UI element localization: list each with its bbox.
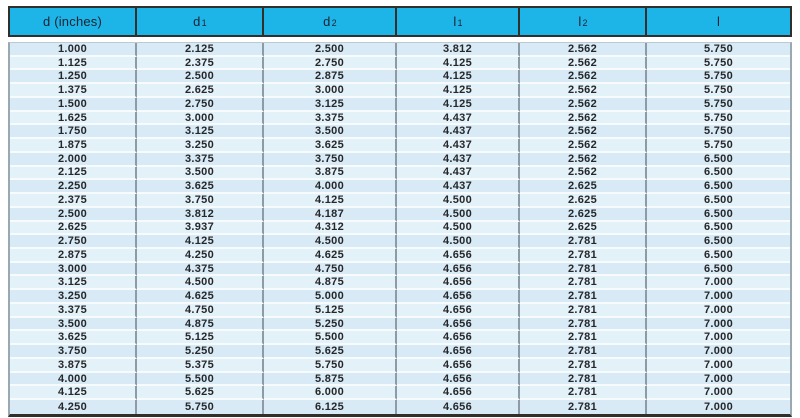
table-cell: 3.500 (137, 167, 264, 181)
table-row (10, 84, 790, 98)
table-cell: 4.656 (397, 400, 520, 414)
table-cell: 2.250 (10, 180, 137, 194)
table-row (10, 125, 790, 139)
table-cell: 2.781 (520, 290, 647, 304)
table-cell: 4.437 (397, 167, 520, 181)
table-cell: 4.750 (137, 304, 264, 318)
table-cell: 4.437 (397, 139, 520, 153)
table-cell: 6.500 (647, 263, 790, 277)
table-row (10, 235, 790, 249)
column-header-label: l (578, 14, 582, 29)
table-cell: 3.000 (137, 112, 264, 126)
table-cell: 5.625 (264, 345, 397, 359)
table-cell: 5.125 (137, 331, 264, 345)
table-cell: 4.656 (397, 276, 520, 290)
table-cell: 5.750 (647, 43, 790, 57)
table-cell: 2.625 (520, 180, 647, 194)
table-cell: 4.500 (397, 194, 520, 208)
table-cell: 4.500 (137, 276, 264, 290)
table-cell: 1.000 (10, 43, 137, 57)
table-cell: 4.656 (397, 304, 520, 318)
table-cell: 2.625 (520, 194, 647, 208)
column-header-label: d (323, 14, 331, 29)
table-cell: 4.875 (264, 276, 397, 290)
table-cell: 3.375 (137, 153, 264, 167)
table-cell: 7.000 (647, 386, 790, 400)
table-cell: 2.562 (520, 167, 647, 181)
table-cell: 1.750 (10, 125, 137, 139)
table-cell: 4.250 (10, 400, 137, 414)
table-cell: 1.125 (10, 57, 137, 71)
table-cell: 4.656 (397, 263, 520, 277)
table-row (10, 139, 790, 153)
table-cell: 7.000 (647, 359, 790, 373)
table-row (10, 345, 790, 359)
table-cell: 3.875 (264, 167, 397, 181)
table-cell: 2.781 (520, 318, 647, 332)
table-cell: 5.875 (264, 373, 397, 387)
table-cell: 6.500 (647, 235, 790, 249)
table-cell: 4.500 (397, 235, 520, 249)
table-cell: 6.500 (647, 180, 790, 194)
table-body (8, 42, 792, 417)
table-cell: 2.562 (520, 153, 647, 167)
table-cell: 3.125 (264, 98, 397, 112)
column-header-l2 (520, 8, 647, 35)
table-cell: 4.656 (397, 331, 520, 345)
table-cell: 5.250 (137, 345, 264, 359)
table-cell: 2.781 (520, 331, 647, 345)
column-header-label: d (inches) (42, 14, 103, 29)
column-header-l (647, 8, 790, 35)
column-header-dinches (10, 8, 137, 35)
table-cell: 3.625 (264, 139, 397, 153)
table-cell: 2.750 (264, 57, 397, 71)
table-row (10, 331, 790, 345)
table-cell: 4.656 (397, 290, 520, 304)
table-cell: 3.750 (10, 345, 137, 359)
table-cell: 6.000 (264, 386, 397, 400)
table-cell: 5.750 (264, 359, 397, 373)
table-row (10, 263, 790, 277)
table-cell: 6.500 (647, 167, 790, 181)
dimension-table (8, 6, 792, 417)
table-row (10, 57, 790, 71)
table-cell: 2.500 (10, 208, 137, 222)
table-cell: 4.500 (264, 235, 397, 249)
table-cell: 2.125 (137, 43, 264, 57)
table-cell: 4.875 (137, 318, 264, 332)
column-header-d1 (137, 8, 264, 35)
table-cell: 5.750 (647, 98, 790, 112)
table-cell: 2.375 (10, 194, 137, 208)
table-cell: 5.750 (647, 112, 790, 126)
table-cell: 2.750 (137, 98, 264, 112)
table-cell: 2.875 (10, 249, 137, 263)
table-cell: 2.781 (520, 373, 647, 387)
table-cell: 1.250 (10, 70, 137, 84)
table-row (10, 386, 790, 400)
table-cell: 1.875 (10, 139, 137, 153)
table-cell: 7.000 (647, 290, 790, 304)
table-cell: 3.500 (10, 318, 137, 332)
table-cell: 2.562 (520, 57, 647, 71)
table-cell: 3.125 (10, 276, 137, 290)
table-cell: 7.000 (647, 373, 790, 387)
table-cell: 2.781 (520, 345, 647, 359)
table-row (10, 208, 790, 222)
table-cell: 4.437 (397, 112, 520, 126)
table-header-row (8, 6, 792, 37)
table-cell: 5.750 (647, 84, 790, 98)
table-cell: 5.500 (137, 373, 264, 387)
table-cell: 2.781 (520, 400, 647, 414)
table-cell: 2.750 (10, 235, 137, 249)
table-cell: 4.437 (397, 125, 520, 139)
column-header-label: d (193, 14, 201, 29)
table-cell: 4.625 (264, 249, 397, 263)
table-cell: 2.562 (520, 125, 647, 139)
table-cell: 5.625 (137, 386, 264, 400)
table-cell: 3.000 (264, 84, 397, 98)
table-cell: 4.437 (397, 153, 520, 167)
table-cell: 2.781 (520, 263, 647, 277)
table-cell: 3.625 (10, 331, 137, 345)
table-row (10, 43, 790, 57)
table-cell: 3.750 (264, 153, 397, 167)
table-row (10, 194, 790, 208)
table-cell: 5.750 (647, 70, 790, 84)
table-cell: 5.250 (264, 318, 397, 332)
table-cell: 4.250 (137, 249, 264, 263)
table-row (10, 153, 790, 167)
table-cell: 3.625 (137, 180, 264, 194)
table-cell: 2.500 (264, 43, 397, 57)
table-row (10, 167, 790, 181)
table-cell: 1.625 (10, 112, 137, 126)
table-cell: 6.500 (647, 249, 790, 263)
table-cell: 3.000 (10, 263, 137, 277)
table-cell: 4.375 (137, 263, 264, 277)
table-cell: 2.500 (137, 70, 264, 84)
table-cell: 4.437 (397, 180, 520, 194)
table-cell: 2.375 (137, 57, 264, 71)
table-cell: 3.375 (264, 112, 397, 126)
table-cell: 3.937 (137, 222, 264, 236)
table-cell: 5.750 (647, 139, 790, 153)
table-row (10, 318, 790, 332)
table-cell: 4.125 (397, 70, 520, 84)
table-cell: 4.500 (397, 208, 520, 222)
table-cell: 4.125 (264, 194, 397, 208)
column-header-subscript: 1 (457, 18, 463, 28)
table-cell: 4.000 (10, 373, 137, 387)
table-row (10, 249, 790, 263)
table-cell: 7.000 (647, 400, 790, 414)
table-cell: 5.750 (137, 400, 264, 414)
table-cell: 2.562 (520, 70, 647, 84)
table-cell: 2.781 (520, 386, 647, 400)
table-cell: 4.125 (397, 57, 520, 71)
column-header-label: l (453, 14, 457, 29)
table-cell: 5.125 (264, 304, 397, 318)
table-cell: 2.781 (520, 359, 647, 373)
table-row (10, 222, 790, 236)
table-cell: 5.000 (264, 290, 397, 304)
table-cell: 2.781 (520, 235, 647, 249)
table-cell: 2.625 (10, 222, 137, 236)
table-cell: 2.562 (520, 43, 647, 57)
column-header-d2 (264, 8, 397, 35)
table-cell: 2.781 (520, 276, 647, 290)
table-cell: 6.500 (647, 222, 790, 236)
table-cell: 4.750 (264, 263, 397, 277)
table-cell: 4.625 (137, 290, 264, 304)
table-row (10, 98, 790, 112)
table-cell: 2.625 (520, 208, 647, 222)
table-row (10, 112, 790, 126)
table-cell: 6.125 (264, 400, 397, 414)
table-cell: 2.562 (520, 84, 647, 98)
table-cell: 1.375 (10, 84, 137, 98)
table-cell: 2.125 (10, 167, 137, 181)
table-cell: 2.625 (520, 222, 647, 236)
table-cell: 3.812 (397, 43, 520, 57)
table-cell: 3.250 (137, 139, 264, 153)
table-cell: 3.812 (137, 208, 264, 222)
table-cell: 3.250 (10, 290, 137, 304)
table-cell: 4.656 (397, 249, 520, 263)
column-header-l1 (397, 8, 520, 35)
table-cell: 4.656 (397, 359, 520, 373)
table-cell: 3.750 (137, 194, 264, 208)
column-header-subscript: 2 (582, 18, 588, 28)
table-cell: 4.500 (397, 222, 520, 236)
table-cell: 5.375 (137, 359, 264, 373)
table-cell: 2.625 (137, 84, 264, 98)
table-row (10, 400, 790, 414)
table-row (10, 70, 790, 84)
table-cell: 4.125 (10, 386, 137, 400)
table-row (10, 290, 790, 304)
table-cell: 6.500 (647, 194, 790, 208)
table-row (10, 276, 790, 290)
table-cell: 1.500 (10, 98, 137, 112)
table-cell: 7.000 (647, 304, 790, 318)
table-cell: 7.000 (647, 345, 790, 359)
table-cell: 2.562 (520, 112, 647, 126)
table-cell: 3.875 (10, 359, 137, 373)
table-cell: 7.000 (647, 318, 790, 332)
table-row (10, 359, 790, 373)
table-cell: 4.125 (397, 98, 520, 112)
column-header-subscript: 2 (331, 18, 337, 28)
table-cell: 6.500 (647, 208, 790, 222)
table-cell: 3.125 (137, 125, 264, 139)
table-row (10, 180, 790, 194)
table-cell: 4.125 (137, 235, 264, 249)
column-header-subscript: 1 (201, 18, 207, 28)
table-row (10, 304, 790, 318)
column-header-label: l (716, 14, 721, 29)
table-cell: 4.312 (264, 222, 397, 236)
table-cell: 7.000 (647, 276, 790, 290)
table-cell: 5.750 (647, 57, 790, 71)
table-cell: 6.500 (647, 153, 790, 167)
table-cell: 2.562 (520, 98, 647, 112)
table-cell: 5.500 (264, 331, 397, 345)
table-cell: 3.500 (264, 125, 397, 139)
table-row (10, 373, 790, 387)
table-cell: 4.000 (264, 180, 397, 194)
table-cell: 4.656 (397, 386, 520, 400)
table-cell: 4.125 (397, 84, 520, 98)
table-cell: 4.187 (264, 208, 397, 222)
table-cell: 7.000 (647, 331, 790, 345)
table-cell: 5.750 (647, 125, 790, 139)
table-cell: 2.875 (264, 70, 397, 84)
table-cell: 2.000 (10, 153, 137, 167)
table-cell: 2.562 (520, 139, 647, 153)
table-cell: 2.781 (520, 304, 647, 318)
table-cell: 2.781 (520, 249, 647, 263)
table-cell: 4.656 (397, 318, 520, 332)
table-cell: 3.375 (10, 304, 137, 318)
table-cell: 4.656 (397, 345, 520, 359)
table-cell: 4.656 (397, 373, 520, 387)
